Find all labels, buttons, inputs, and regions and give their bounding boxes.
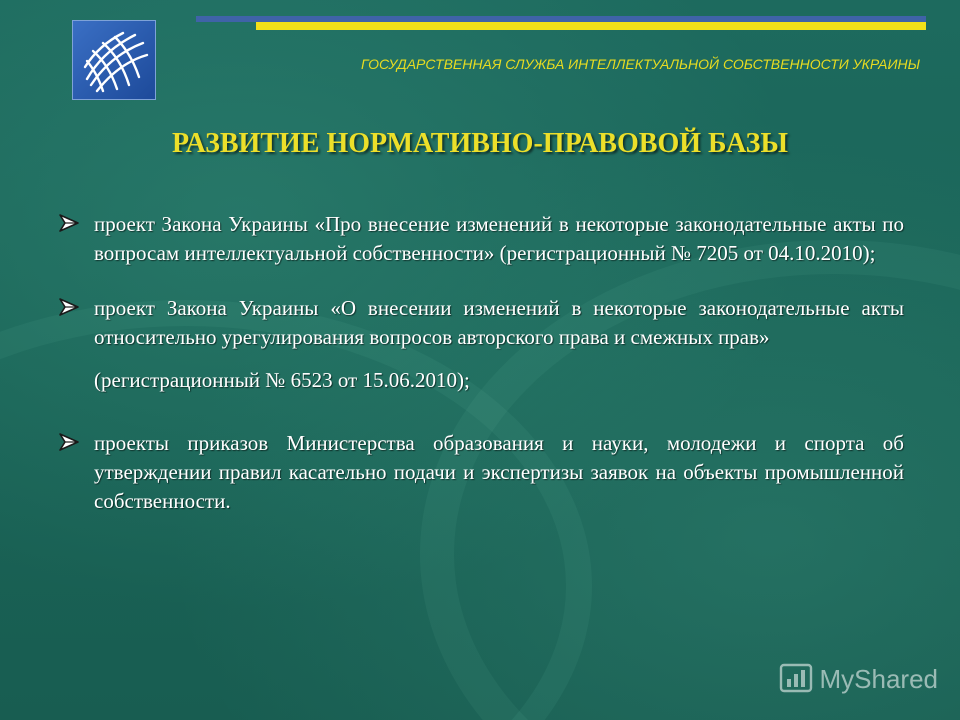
- slide-title: РАЗВИТИЕ НОРМАТИВНО-ПРАВОВОЙ БАЗЫ: [172, 128, 788, 159]
- bullet-text: проекты приказов Министерства образования и науки, молодежи и спорта об утверждении правил касательно подачи и экспертизы заявок на объекты промышленной собственности.: [94, 431, 904, 513]
- arrow-bullet-icon: [58, 297, 80, 317]
- arrow-bullet-icon: [58, 213, 80, 233]
- globe-grid-icon: [72, 20, 156, 100]
- list-item: [58, 210, 904, 268]
- header-stripe-yellow: [256, 22, 926, 30]
- bullet-text: проект Закона Украины «Про внесение изменений в некоторые законодательные акты по вопросам интеллектуальной собственности» (регистрационный № 7205 от 04.10.2010);: [94, 212, 904, 265]
- myshared-logo-icon: [778, 662, 814, 696]
- bullet-text: проект Закона Украины «О внесении изменений в некоторые законодательные акты относительно урегулирования вопросов авторского права и смежных прав»: [94, 296, 904, 349]
- registration-note: (регистрационный № 6523 от 15.06.2010);: [94, 368, 470, 392]
- list-item: [58, 429, 904, 516]
- list-item: [58, 294, 904, 352]
- watermark-text: MyShared: [819, 663, 938, 694]
- organization-name: ГОСУДАРСТВЕННАЯ СЛУЖБА ИНТЕЛЛЕКТУАЛЬНОЙ СОБСТВЕННОСТИ УКРАИНЫ: [361, 56, 920, 72]
- arrow-bullet-icon: [58, 432, 80, 452]
- bullet-list: [58, 210, 904, 542]
- watermark: [778, 662, 939, 696]
- header-stripe: [196, 16, 926, 30]
